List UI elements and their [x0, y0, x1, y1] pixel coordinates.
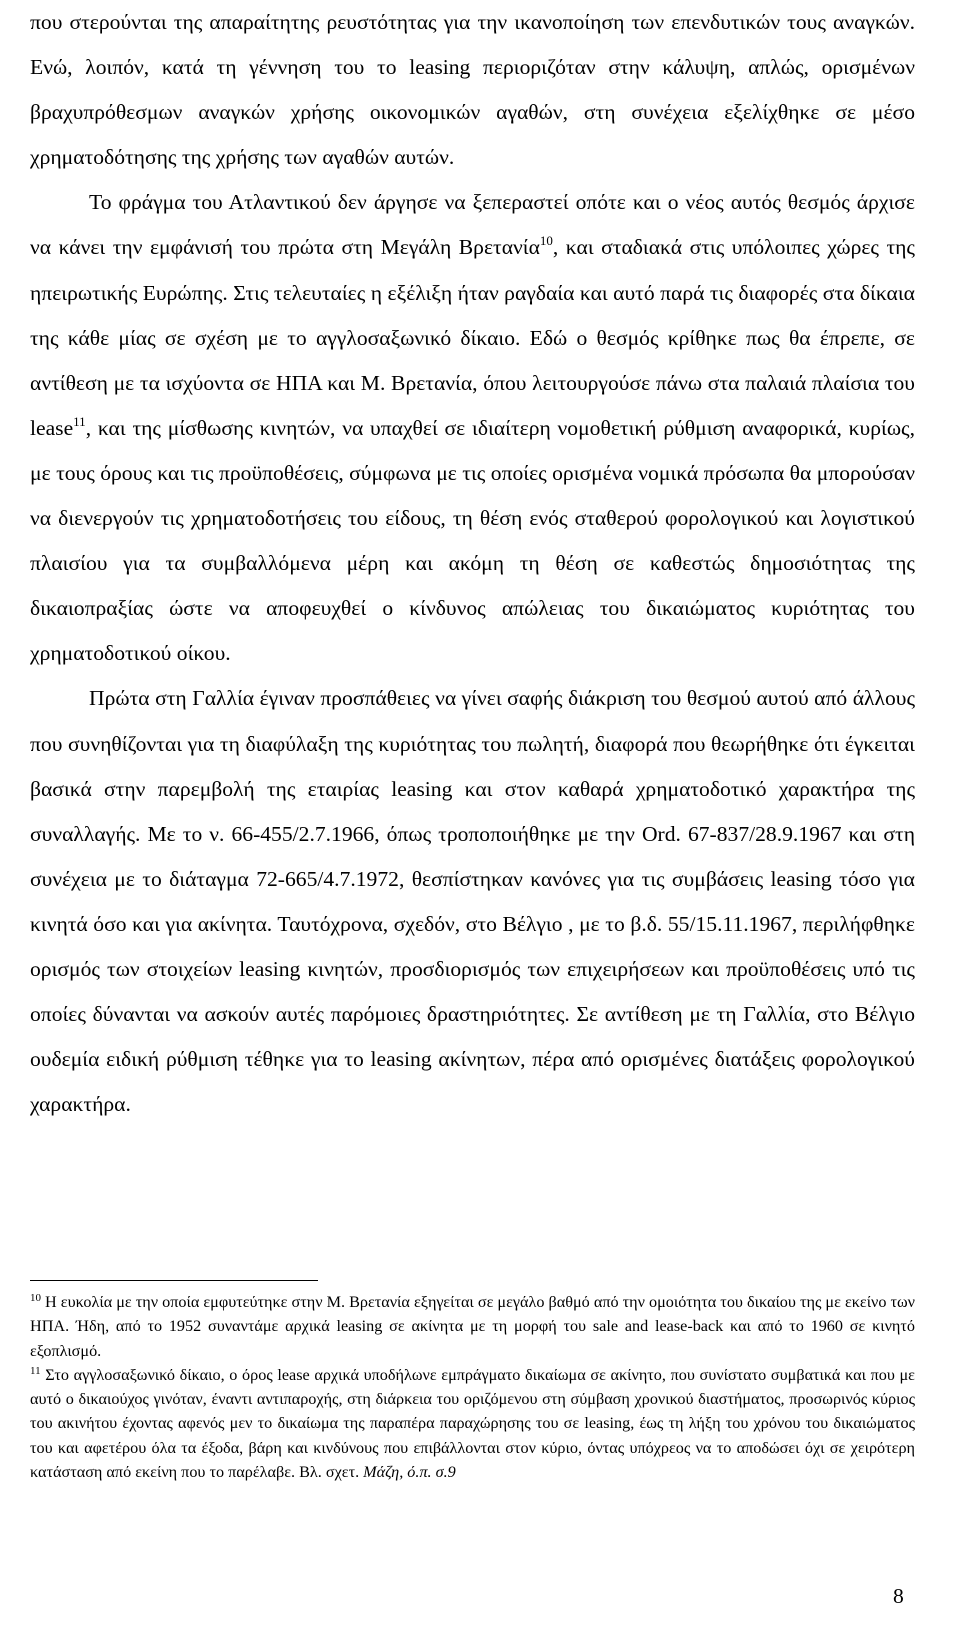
footnote-11-citation: Μάζη, ό.π. σ.9	[363, 1463, 456, 1482]
body-text	[30, 0, 915, 1127]
footnotes	[30, 1290, 915, 1484]
paragraph-1: που στερούνται της απαραίτητης ρευστότητας για την ικανοποίηση των επενδυτικών τους αναγκών. Ενώ, λοιπόν, κατά τη γέννηση του το leasing περιοριζόταν στην κάλυψη, απλώς, ορισμένων βραχυπρόθεσμων αναγκών χρήσης οικονομικών αγαθών, στη συνέχεια εξελίχθηκε σε μέσο χρηματοδότησης της χρήσης των αγαθών αυτών.	[30, 10, 915, 170]
paragraph-2-text-b: , και σταδιακά στις υπόλοιπες χώρες της ηπειρωτικής Ευρώπης. Στις τελευταίες η εξέλιξη ήταν ραγδαία και αυτό παρά τις διαφορές στα δίκαια της κάθε μίας σε σχέση με το αγγλοσαξωνικό δίκαιο. Εδώ ο θεσμός κρίθηκε πως θα έπρεπε, σε αντίθεση με τα ισχύοντα σε ΗΠΑ και Μ. Βρετανία, όπου λειτουργούσε πάνω στα παλαιά πλαίσια του lease	[30, 235, 915, 440]
footnote-10-number: 10	[30, 1292, 41, 1304]
footnote-ref-11: 11	[73, 413, 86, 429]
paragraph-2-text-a: Το φράγμα του Ατλαντικού δεν άργησε να ξεπεραστεί οπότε και ο νέος αυτός θεσμός άρχισε να κάνει την εμφάνισή του πρώτα στη Μεγάλη Βρετανία	[30, 190, 915, 260]
paragraph-2	[30, 180, 915, 676]
footnote-separator	[30, 1280, 318, 1281]
footnote-11-text: Στο αγγλοσαξωνικό δίκαιο, ο όρος lease αρχικά υποδήλωνε εμπράγματο δικαίωμα σε ακίνητο, που συνίστατο συμβατικά και που με αυτό ο δικαιούχος γινόταν, έναντι αντιπαροχής, στη διάρκεια του οριζόμενου στη σύμβαση χρονικού διαστήματος, προσωρινός κύριος του ακινήτου έχοντας αφενός μεν το δικαίωμα της παραπέρα παραχώρησης του σε leasing, έως τη λήξη του χρόνου του δικαιώματος του και αφετέρου όλα τα έξοδα, βάρη και κινδύνους που επιβάλλονται στον κύριο, όντας υπόχρεος να το αποδώσει όχι σε χειρότερη κατάσταση από εκείνη που το παρέλαβε. Βλ. σχετ.	[30, 1365, 915, 1482]
footnote-10	[30, 1290, 915, 1363]
paragraph-2-text-c: , και της μίσθωσης κινητών, να υπαχθεί σε ιδιαίτερη νομοθετική ρύθμιση αναφορικά, κυρίως, με τους όρους και τις προϋποθέσεις, σύμφωνα με τις οποίες ορισμένα νομικά πρόσωπα θα μπορούσαν να διενεργούν τις χρηματοδοτήσεις του είδους, τη θέση ενός σταθερού φορολογικού και λογιστικού πλαισίου για τα συμβαλλόμενα μέρη και ακόμη τη θέση σε καθεστώς δημοσιότητας της δικαιοπραξίας ώστε να αποφευχθεί ο κίνδυνος απώλειας του δικαιώματος κυριότητας του χρηματοδοτικού οίκου.	[30, 415, 915, 666]
footnote-11-number: 11	[30, 1364, 41, 1377]
footnote-ref-10: 10	[539, 233, 553, 249]
footnote-11	[30, 1363, 915, 1484]
page-number: 8	[893, 1584, 904, 1608]
paragraph-3: Πρώτα στη Γαλλία έγιναν προσπάθειες να γίνει σαφής διάκριση του θεσμού αυτού από άλλους που συνηθίζονται για τη διαφύλαξη της κυριότητας του πωλητή, διαφορά που θεωρήθηκε ότι έγκειται βασικά στην παρεμβολή της εταιρίας leasing και στον καθαρά χρηματοδοτικό χαρακτήρα της συναλλαγής. Με το ν. 66-455/2.7.1966, όπως τροποποιήθηκε με την Ord. 67-837/28.9.1967 και στη συνέχεια με το διάταγμα 72-665/4.7.1972, θεσπίστηκαν κανόνες για τις συμβάσεις leasing τόσο για κινητά όσο και για ακίνητα. Ταυτόχρονα, σχεδόν, στο Βέλγιο , με το β.δ. 55/15.11.1967, περιλήφθηκε ορισμός των στοιχείων leasing κινητών, προσδιορισμός των επιχειρήσεων και προϋποθέσεις υπό τις οποίες δύνανται να ασκούν αυτές παρόμοιες δραστηριότητες. Σε αντίθεση με τη Γαλλία, στο Βέλγιο ουδεμία ειδική ρύθμιση τέθηκε για το leasing ακίνητων, πέρα από ορισμένες διατάξεις φορολογικού χαρακτήρα.	[30, 686, 915, 1117]
footnote-10-text: Η ευκολία με την οποία εμφυτεύτηκε στην Μ. Βρετανία εξηγείται σε μεγάλο βαθμό από την ομοιότητα του δικαίου της με εκείνο των ΗΠΑ. Ήδη, από το 1952 συναντάμε αρχικά leasing σε ακίνητα με τη μορφή του sale and lease-back και από το 1960 σε κινητό εξοπλισμό.	[30, 1293, 915, 1360]
